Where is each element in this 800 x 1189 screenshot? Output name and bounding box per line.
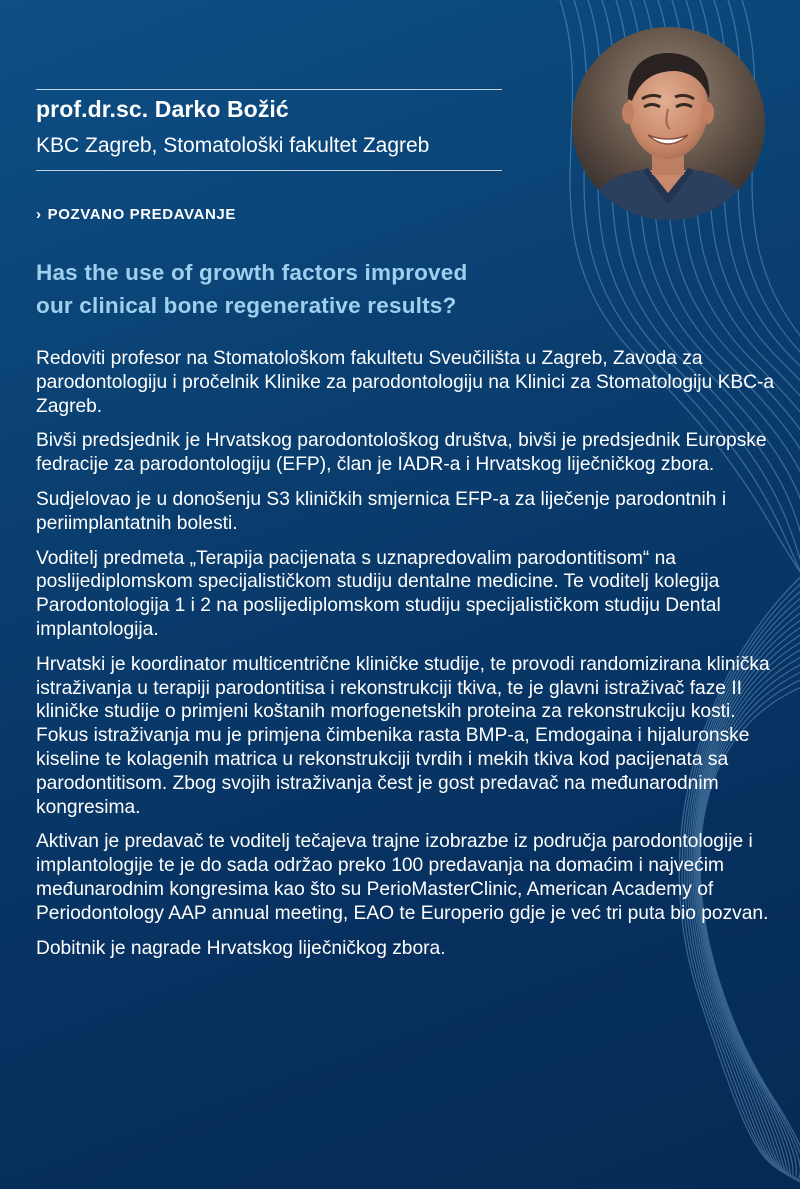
speaker-portrait-illustration [572,27,765,220]
bio-paragraph: Sudjelovao je u donošenju S3 kliničkih smjernica EFP-a za liječenje parodontnih i periimplantatnih bolesti. [36,488,727,534]
session-type-label [36,206,236,223]
bio-paragraph: Voditelj predmeta „Terapija pacijenata s uznapredovalim parodontitisom“ na poslijediplomskom specijalističkom studiju dentalne medicine. Te voditelj kolegija Parodontologija 1 i 2 na poslijediplomskom studiju specijalističkom studiju Dental implantologija. [36,547,721,640]
speaker-photo [572,27,765,220]
speaker-biography [36,347,780,971]
session-type-text: POZVANO PREDAVANJE [47,206,236,223]
chevron-right-icon: › [36,206,42,223]
name-top-divider [36,89,502,90]
talk-title-line: Has the use of growth factors improved [36,260,468,285]
talk-title-line: our clinical bone regenerative results? [36,293,457,318]
bio-paragraph: Hrvatski je koordinator multicentrične kliničke studije, te provodi randomizirana klinička istraživanja u terapiji parodontitisa i rekonstrukciji tkiva, te je glavni istraživač faze II kliničke studije o primjeni koštanih morfogenetskih proteina za rekonstrukciju kosti. Fokus istraživanja mu je primjena čimbenika rasta BMP-a, Emdogaina i hijaluronske kiseline te kolagenih matrica u rekonstrukciji tvrdih i mekih tkiva kod pacijenata sa parodontitisom. Zbog svojih istraživanja čest je gost predavač na međunarodnim kongresima. [36,653,770,818]
speaker-affiliation: KBC Zagreb, Stomatološki fakultet Zagreb [36,134,430,157]
bio-paragraph: Redoviti profesor na Stomatološkom fakultetu Sveučilišta u Zagreb, Zavoda za parodontologiju i pročelnik Klinike za parodontologiju na Klinici za Stomatologiju KBC-a Zagreb. [36,348,775,417]
bio-paragraph: Dobitnik je nagrade Hrvatskog liječničkog zbora. [36,937,446,959]
bio-paragraph: Aktivan je predavač te voditelj tečajeva trajne izobrazbe iz područja parodontologije i implantologije te je do sada održao preko 100 predavanja na domaćim i najvećim međunarodnim kongresima kao što su PerioMasterClinic, American Academy of Periodontology AAP annual meeting, EAO te Europerio gdje je već tri puta bio pozvan. [36,831,769,924]
name-bottom-divider [36,170,502,171]
talk-title [36,256,556,322]
speaker-name: prof.dr.sc. Darko Božić [36,96,289,122]
bio-paragraph: Bivši predsjednik je Hrvatskog parodontološkog društva, bivši je predsjednik Europske fedracije za parodontologiju (EFP), član je IADR-a i Hrvatskog liječničkog zbora. [36,430,767,476]
